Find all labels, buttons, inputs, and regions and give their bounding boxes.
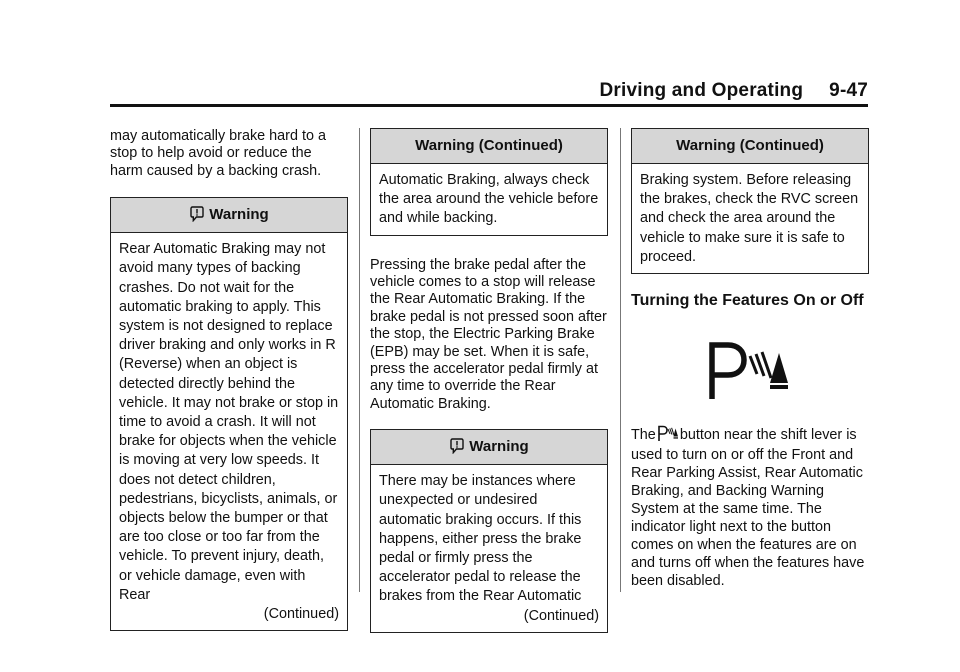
- warning-continued-box: [631, 128, 869, 274]
- para-start: The: [631, 427, 656, 444]
- column-3: [631, 128, 869, 590]
- header-title: [599, 80, 868, 102]
- warning-body: [371, 164, 607, 235]
- intro-paragraph: may automatically brake hard to a stop to help avoid or reduce the harm caused by a backing crash.: [110, 128, 326, 179]
- parking-assist-icon: [657, 425, 679, 446]
- warning-body: [632, 164, 868, 273]
- column-2: [370, 128, 608, 633]
- warning-header: [111, 198, 347, 233]
- warning-text: Automatic Braking, always check the area around the vehicle before and while backing.: [379, 172, 599, 227]
- warning-body: [371, 465, 607, 632]
- warning-body: [111, 233, 347, 630]
- warning-triangle-icon: [449, 433, 465, 467]
- continued-label: (Continued): [523, 607, 599, 624]
- warning-triangle-icon: [189, 201, 205, 235]
- warning-text: There may be instances where unexpected or undesired automatic braking occurs. If this happens, either press the brake pedal or firmly press the accelerator pedal to release the brakes from the Rear Automatic: [379, 473, 582, 605]
- warning-box: [110, 197, 348, 631]
- warning-title: Warning: [209, 206, 269, 224]
- warning-continued-box: [370, 128, 608, 236]
- section-heading: Turning the Features On or Off: [631, 292, 864, 310]
- warning-text: Rear Automatic Braking may not avoid many types of backing crashes. Do not wait for the automatic braking to apply. This system is not designed to replace driver braking and only works in R (Reverse) when an object is detected directly behind the vehicle. It may not brake or stop in time to avoid a crash. It will not brake for objects when the vehicle is moving at very low speeds. It does not detect children, pedestrians, bicyclists, animals, or objects below the bumper or that are too close or too far from the vehicle. To prevent injury, death, or vehicle damage, even with Rear: [119, 241, 339, 603]
- warning-text: Braking system. Before releasing the brakes, check the RVC screen and check the area around the vehicle to make sure it is safe to proceed.: [640, 172, 859, 265]
- warning-header: Warning (Continued): [632, 129, 868, 164]
- warning-box-2: [370, 429, 608, 633]
- release-paragraph: Pressing the brake pedal after the vehicle comes to a stop will release the Rear Automatic Braking. If the brake pedal is not pressed soon after the stop, the Electric Parking Brake (EPB) may be set. When it is safe, press the accelerator pedal firmly at any time to override the Rear Automatic Braking.: [370, 256, 607, 412]
- para-rest: button near the shift lever is used to turn on or off the Front and Rear Parking Assist, Rear Automatic Braking, and Backing Warning System at the same time. The indicator light next to the button comes on when the features are on and turns off when the features have been disabled.: [631, 427, 865, 590]
- parking-assist-icon: [704, 341, 796, 401]
- warning-header: [371, 430, 607, 465]
- column-1: [110, 128, 348, 631]
- page-number: 9-47: [829, 80, 868, 101]
- column-divider: [620, 128, 621, 592]
- continued-label: (Continued): [263, 606, 339, 623]
- button-paragraph: [631, 425, 869, 590]
- warning-header: Warning (Continued): [371, 129, 607, 164]
- column-divider: [359, 128, 360, 592]
- section-title: Driving and Operating: [599, 80, 804, 101]
- warning-title: Warning: [469, 438, 529, 456]
- page-header: [110, 80, 868, 107]
